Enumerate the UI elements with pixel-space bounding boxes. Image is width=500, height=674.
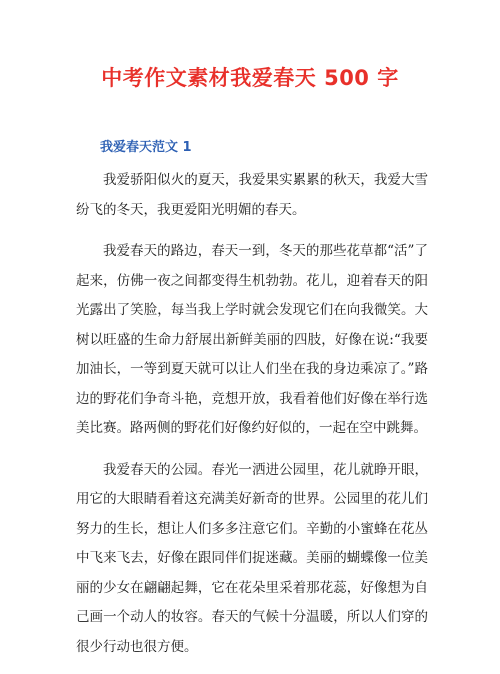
- paragraph-3: 我爱春天的公园。春光一洒进公园里，花儿就睁开眼，用它的大眼睛看着这充满美好新奇的世界。公园里的花儿们努力的生长，想让人们多多注意它们。辛勤的小蜜蜂在花丛中飞来飞去，好像在跟同伴们捉迷藏。美丽的蝴蝶像一位美丽的少女在翩翩起舞，它在花朵里采着那花蕊，好像想为自己画一个动人的妆容。春天的气候十分温暖，所以人们穿的很少行动也很方便。: [76, 461, 428, 655]
- section-heading: 我爱春天范文 1: [100, 140, 192, 155]
- document-title: 中考作文素材我爱春天 500 字: [101, 66, 399, 90]
- paragraph-1: 我爱骄阳似火的夏天，我爱果实累累的秋天，我爱大雪纷飞的冬天，我更爱阳光明媚的春天。: [76, 172, 428, 218]
- paragraph-2: 我爱春天的路边，春天一到，冬天的那些花草都“活”了起来，仿佛一夜之间都变得生机勃勃。花儿，迎着春天的阳光露出了笑脸，每当我上学时就会发现它们在向我微笑。大树以旺盛的生命力舒展出新鲜美丽的四肢，好像在说:“我要加油长，一等到夏天就可以让人们坐在我的身边乘凉了。”路边的野花们争奇斗艳，竞想开放，我看着他们好像在举行选美比赛。路两侧的野花们好像约好似的，一起在空中跳舞。: [76, 243, 428, 436]
- article-body: [76, 166, 428, 674]
